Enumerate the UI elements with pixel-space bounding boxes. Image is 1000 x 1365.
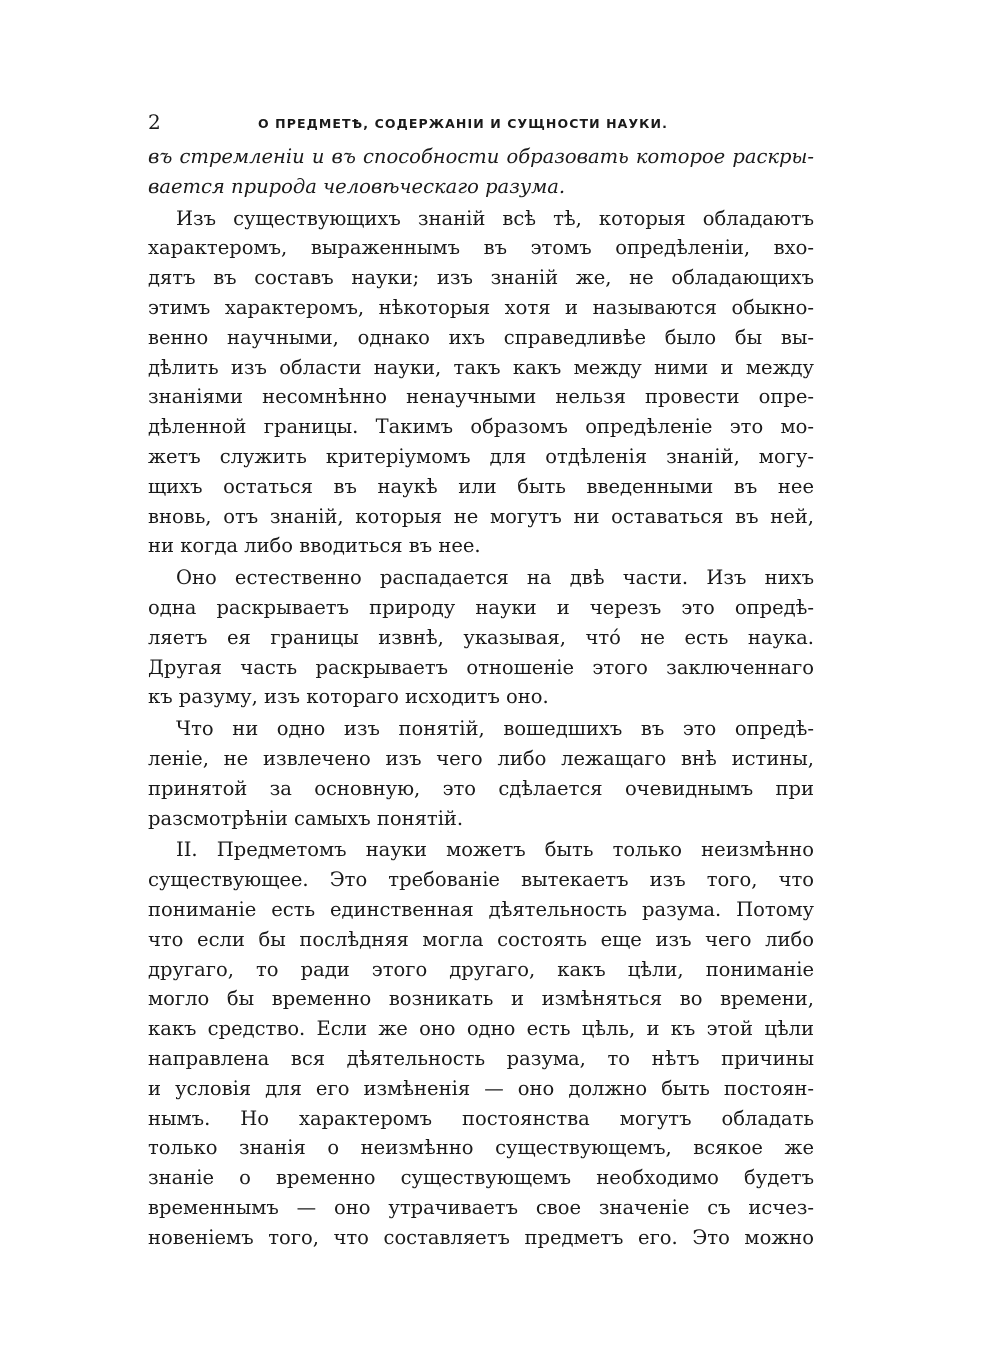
text-line: щихъ остаться въ наукѣ или быть введенными въ нее (148, 474, 814, 498)
text-line: венно научными, однако ихъ справедливѣе было бы вы- (148, 325, 814, 349)
text-line: ни когда либо вводиться въ нее. (148, 534, 481, 558)
text-line: вается природа человѣческаго разума. (148, 174, 566, 198)
text-line: Изъ существующихъ знанiй всѣ тѣ, которыя обладаютъ (176, 206, 814, 230)
text-line: Оно естественно распадается на двѣ части. Изъ нихъ (176, 566, 814, 590)
text-line: пониманiе есть единственная дѣятельность разума. Потому (148, 897, 814, 921)
text-line: характеромъ, выраженнымъ въ этомъ опредѣленiи, вхо- (148, 236, 814, 260)
text-line: другаго, то ради этого другаго, какъ цѣли, пониманiе (148, 957, 814, 981)
text-line: II. Предметомъ науки можетъ быть только неизмѣнно (176, 838, 814, 862)
text-line: въ стремленiи и въ способности образовать которое раскры- (148, 145, 814, 168)
text-line: Что ни одно изъ понятiй, вошедшихъ въ это опредѣ- (176, 717, 814, 741)
text-line: дѣленной границы. Такимъ образомъ опредѣленiе это мо- (148, 415, 814, 439)
text-line: къ разуму, изъ котораго исходитъ оно. (148, 685, 549, 709)
paragraph (148, 563, 814, 712)
text-line: этимъ характеромъ, нѣкоторыя хотя и называются обыкно- (148, 295, 814, 319)
text-line: дѣлить изъ области науки, такъ какъ между ними и между (148, 355, 814, 379)
text-line: только знанiя о неизмѣнно существующемъ, всякое же (148, 1136, 814, 1160)
text-line: дятъ въ составъ науки; изъ знанiй же, не обладающихъ (148, 266, 814, 290)
text-line: разсмотрѣнiи самыхъ понятiй. (148, 806, 464, 830)
text-line: знанiе о временно существующемъ необходимо будетъ (148, 1166, 814, 1190)
text-line: ляетъ ея границы извнѣ, указывая, что́ не есть наука. (148, 625, 814, 649)
text-line: какъ средство. Если же оно одно есть цѣль, и къ этой цѣли (148, 1017, 814, 1041)
paragraph (148, 142, 814, 202)
book-page (148, 108, 814, 1252)
text-line: ленiе, не извлечено изъ чего либо лежащаго внѣ истины, (148, 746, 814, 770)
running-title: О ПРЕДМЕТѢ, СОДЕРЖАНIИ И СУЩНОСТИ НАУКИ. (258, 116, 668, 131)
text-line: и условiя для его измѣненiя — оно должно быть постоян- (148, 1076, 814, 1100)
paragraph (148, 204, 814, 562)
text-line: вновь, отъ знанiй, которыя не могутъ ни оставаться въ ней, (148, 504, 814, 528)
text-line: одна раскрываетъ природу науки и черезъ это опредѣ- (148, 595, 814, 619)
text-line: временнымъ — оно утрачиваетъ свое значенiе съ исчез- (148, 1195, 814, 1219)
text-line: новенiемъ того, что составляетъ предметъ его. Это можно (148, 1225, 814, 1249)
paragraph (148, 714, 814, 833)
paragraph (148, 835, 814, 1252)
text-line: знанiями несомнѣнно ненаучными нельзя провести опре- (148, 385, 814, 409)
text-line: нымъ. Но характеромъ постоянства могутъ обладать (148, 1106, 814, 1130)
text-line: могло бы временно возникать и измѣняться во времени, (148, 987, 814, 1011)
text-line: что если бы послѣдняя могла состоять еще изъ чего либо (148, 927, 814, 951)
text-line: жетъ служить критерiумомъ для отдѣленiя знанiй, могу- (148, 444, 814, 468)
page-header (148, 108, 814, 142)
text-line: существующее. Это требованiе вытекаетъ изъ того, что (148, 868, 814, 892)
body-text (148, 142, 814, 1252)
text-line: Другая часть раскрываетъ отношенiе этого заключеннаго (148, 655, 814, 679)
page-number: 2 (148, 110, 161, 134)
text-line: направлена вся дѣятельность разума, то нѣтъ причины (148, 1046, 814, 1070)
text-line: принятой за основную, это сдѣлается очевиднымъ при (148, 776, 814, 800)
